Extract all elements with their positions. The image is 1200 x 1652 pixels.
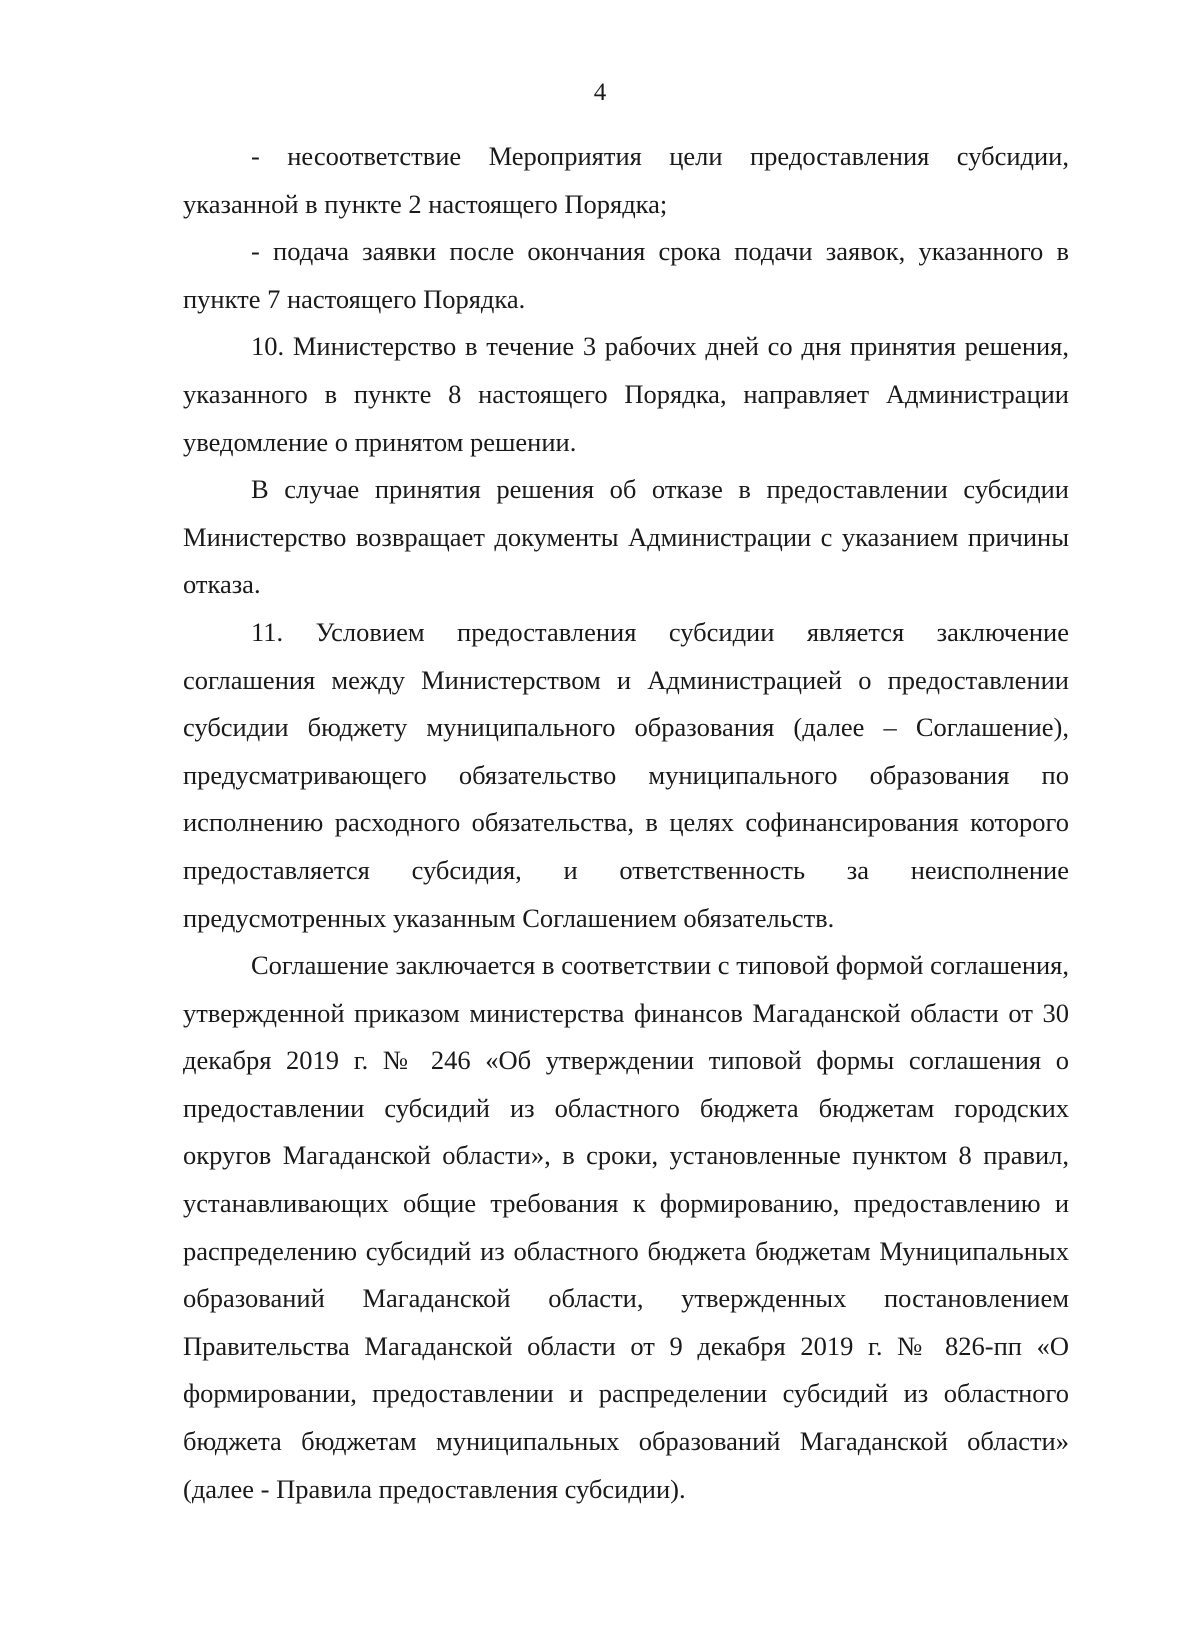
paragraph-item-11: 11. Условием предоставления субсидии является заключение соглашения между Министерством и Администрацией о предоставлении субсидии бюджету муниципального образования (далее – Соглашение), предусматривающего обязательство муниципального образования по исполнению расходного обязательства, в целях софинансирования которого предоставляется субсидия, и ответственность за неисполнение предусмотренных указанным Соглашением обязательств. — [183, 616, 1069, 933]
document-body — [183, 133, 1069, 1513]
paragraph-mismatch-goal: - несоответствие Мероприятия цели предоставления субсидии, указанной в пункте 2 настоящего Порядка; — [183, 141, 1069, 219]
paragraph-item-10: 10. Министерство в течение 3 рабочих дней со дня принятия решения, указанного в пункте 8 настоящего Порядка, направляет Администрации уведомление о принятом решении. — [183, 331, 1069, 457]
page-number: 4 — [593, 79, 607, 106]
paragraph-refusal-case: В случае принятия решения об отказе в предоставлении субсидии Министерство возвращает документы Администрации с указанием причины отказа. — [183, 474, 1069, 600]
paragraph-late-application: - подача заявки после окончания срока подачи заявок, указанного в пункте 7 настоящего Порядка. — [183, 236, 1069, 314]
paragraph-agreement-terms: Соглашение заключается в соответствии с типовой формой соглашения, утвержденной приказом министерства финансов Магаданской области от 30 декабря 2019 г. № 246 «Об утверждении типовой формы соглашения о предоставлении субсидий из областного бюджета бюджетам городских округов Магаданской области», в сроки, установленные пунктом 8 правил, устанавливающих общие требования к формированию, предоставлению и распределению субсидий из областного бюджета бюджетам Муниципальных образований Магаданской области, утвержденных постановлением Правительства Магаданской области от 9 декабря 2019 г. № 826-пп «О формировании, предоставлении и распределении субсидий из областного бюджета бюджетам муниципальных образований Магаданской области» (далее - Правила предоставления субсидии). — [183, 950, 1069, 1504]
